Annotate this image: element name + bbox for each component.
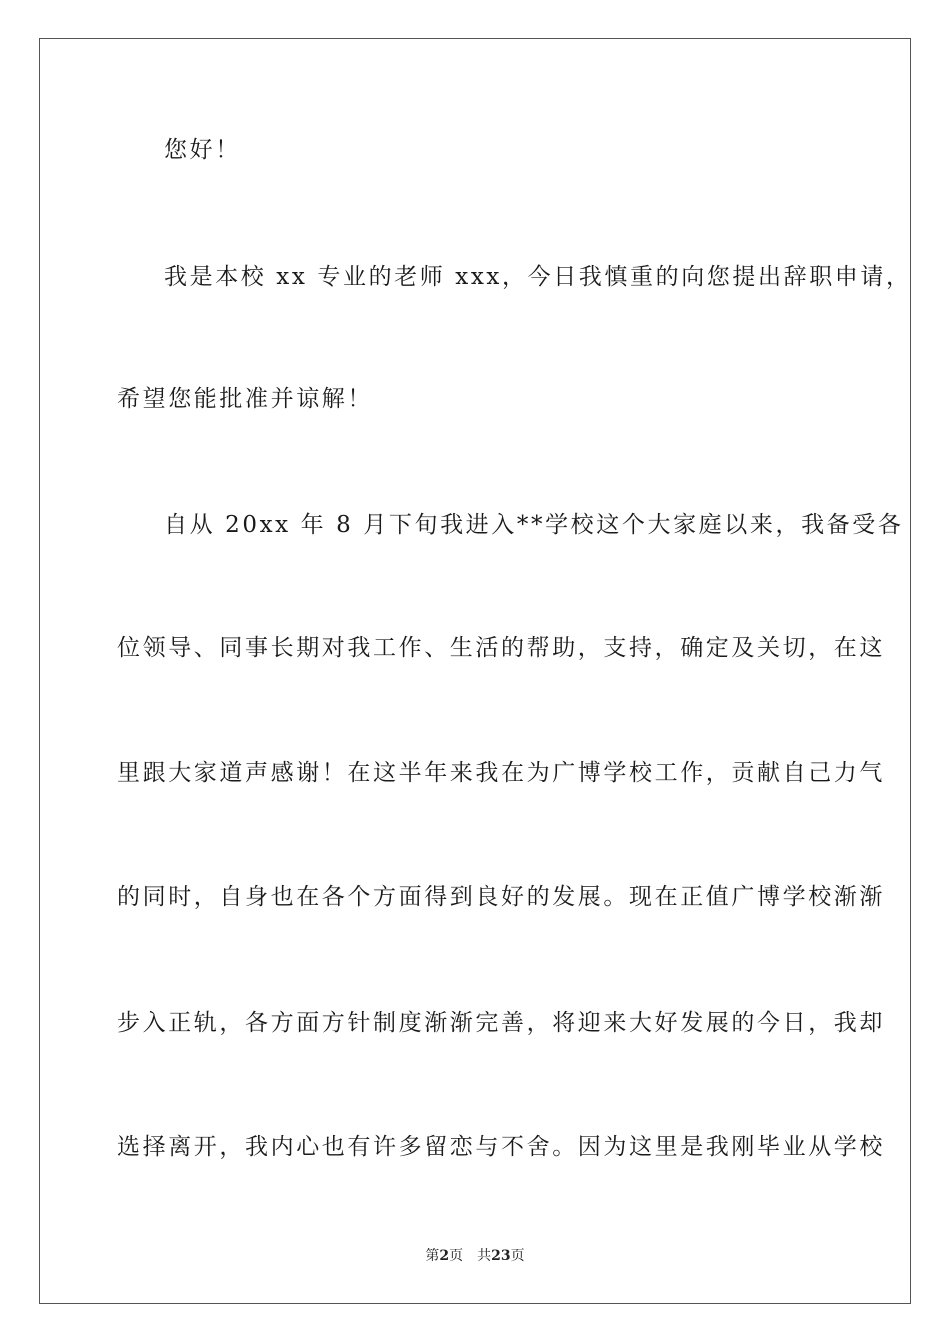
paragraph-1-line-1: 我是本校 xx 专业的老师 xxx，今日我慎重的向您提出辞职申请， (164, 264, 912, 290)
paragraph-2-line-6: 选择离开，我内心也有许多留恋与不舍。因为这里是我刚毕业从学校 (117, 1134, 885, 1160)
total-pages: 23 (491, 1248, 511, 1264)
paragraph-1-line-2: 希望您能批准并谅解！ (117, 386, 373, 412)
paragraph-2-line-2: 位领导、同事长期对我工作、生活的帮助，支持，确定及关切，在这 (117, 635, 885, 661)
total-prefix: 共 (477, 1248, 492, 1264)
paragraph-2-line-1: 自从 20xx 年 8 月下旬我进入**学校这个大家庭以来，我备受各 (164, 512, 904, 538)
page-border (39, 38, 911, 1304)
total-suffix: 页 (510, 1248, 525, 1264)
page-prefix: 第 (425, 1248, 440, 1264)
paragraph-2-line-3: 里跟大家道声感谢！在这半年来我在为广博学校工作，贡献自己力气 (117, 760, 885, 786)
page-suffix: 页 (449, 1248, 464, 1264)
paragraph-2-line-4: 的同时，自身也在各个方面得到良好的发展。现在正值广博学校渐渐 (117, 884, 885, 910)
page-footer (0, 1246, 950, 1266)
greeting-line: 您好！ (164, 137, 241, 163)
page-number: 2 (439, 1248, 450, 1264)
paragraph-2-line-5: 步入正轨，各方面方针制度渐渐完善，将迎来大好发展的今日，我却 (117, 1010, 885, 1036)
